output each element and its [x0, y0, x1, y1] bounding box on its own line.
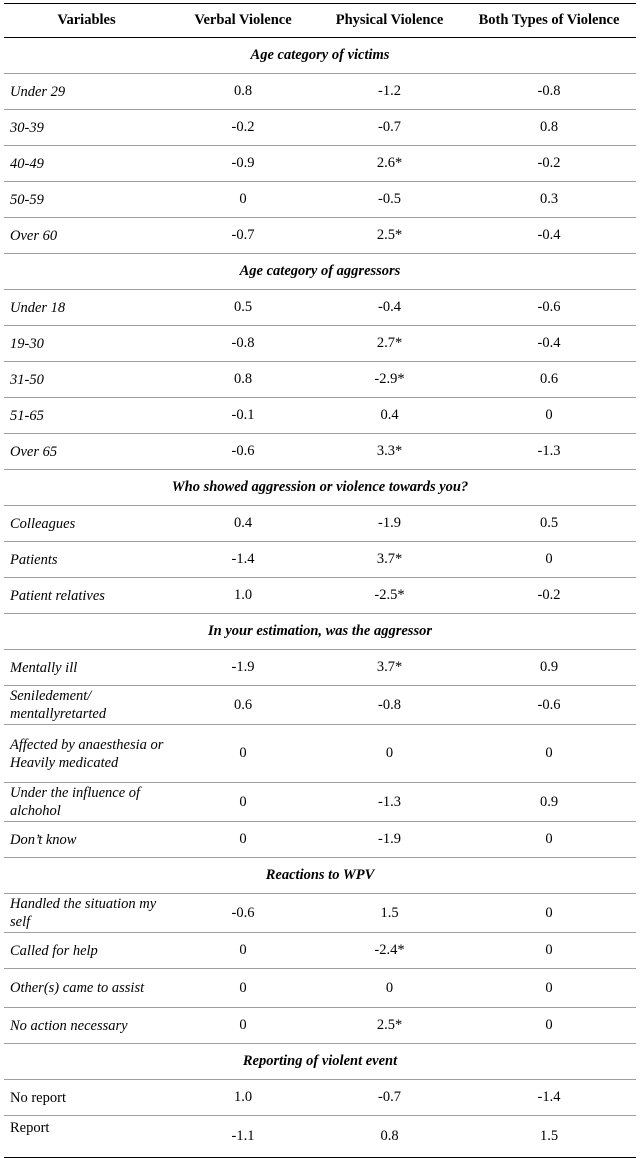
cell-verbal: -0.6: [169, 434, 317, 470]
cell-physical: 3.7*: [317, 542, 462, 578]
table-row: [4, 686, 636, 725]
cell-verbal: 0: [169, 933, 317, 969]
table-row: [4, 725, 636, 783]
row-label: Patients: [4, 542, 169, 578]
row-label: Over 60: [4, 218, 169, 254]
table-row: [4, 290, 636, 326]
table-row: [4, 326, 636, 362]
cell-verbal: 0: [169, 783, 317, 822]
cell-physical: 1.5: [317, 894, 462, 933]
section-row: [4, 254, 636, 290]
cell-physical: -0.7: [317, 110, 462, 146]
cell-verbal: -0.7: [169, 218, 317, 254]
cell-verbal: -0.6: [169, 894, 317, 933]
cell-both: -0.6: [462, 686, 636, 725]
section-row: [4, 858, 636, 894]
cell-physical: -0.8: [317, 686, 462, 725]
cell-both: 0: [462, 822, 636, 858]
cell-both: 0.5: [462, 506, 636, 542]
row-label: Other(s) came to assist: [4, 969, 169, 1008]
cell-both: 0: [462, 725, 636, 783]
section-title: Age category of aggressors: [4, 254, 636, 290]
table-row: [4, 362, 636, 398]
cell-both: 0.8: [462, 110, 636, 146]
row-label: 51-65: [4, 398, 169, 434]
table-row: [4, 969, 636, 1008]
cell-verbal: 0: [169, 969, 317, 1008]
table-row: [4, 110, 636, 146]
table-row: [4, 650, 636, 686]
row-label: No action necessary: [4, 1008, 169, 1044]
cell-physical: 2.7*: [317, 326, 462, 362]
cell-physical: -0.7: [317, 1080, 462, 1116]
cell-both: -0.8: [462, 74, 636, 110]
cell-physical: -2.4*: [317, 933, 462, 969]
table-row: [4, 398, 636, 434]
cell-physical: 2.6*: [317, 146, 462, 182]
table-row: [4, 146, 636, 182]
row-label: 31-50: [4, 362, 169, 398]
header-row: [4, 4, 636, 38]
cell-verbal: -0.1: [169, 398, 317, 434]
table-row: [4, 506, 636, 542]
cell-physical: -1.2: [317, 74, 462, 110]
cell-physical: -1.9: [317, 506, 462, 542]
section-title: Age category of victims: [4, 38, 636, 74]
cell-verbal: -1.1: [169, 1116, 317, 1158]
cell-both: 1.5: [462, 1116, 636, 1158]
cell-verbal: 0: [169, 182, 317, 218]
table-row: [4, 822, 636, 858]
table-row: [4, 578, 636, 614]
row-label: 40-49: [4, 146, 169, 182]
table-row: [4, 74, 636, 110]
header-variables: Variables: [4, 4, 169, 38]
cell-physical: -0.5: [317, 182, 462, 218]
cell-verbal: 0.6: [169, 686, 317, 725]
cell-verbal: 0: [169, 822, 317, 858]
cell-verbal: 0.8: [169, 362, 317, 398]
table-row: [4, 218, 636, 254]
header-both: Both Types of Violence: [462, 4, 636, 38]
cell-verbal: -0.2: [169, 110, 317, 146]
cell-physical: -2.5*: [317, 578, 462, 614]
cell-both: 0: [462, 933, 636, 969]
cell-verbal: -0.8: [169, 326, 317, 362]
table-row: [4, 894, 636, 933]
cell-both: 0.6: [462, 362, 636, 398]
cell-verbal: 0.5: [169, 290, 317, 326]
row-label: Don’t know: [4, 822, 169, 858]
cell-both: 0.9: [462, 650, 636, 686]
cell-both: 0.9: [462, 783, 636, 822]
table-row: [4, 933, 636, 969]
cell-verbal: -0.9: [169, 146, 317, 182]
table-row: [4, 1008, 636, 1044]
section-row: [4, 470, 636, 506]
row-label: No report: [4, 1080, 169, 1116]
table-row: [4, 1116, 636, 1158]
table-row: [4, 542, 636, 578]
cell-verbal: 0.8: [169, 74, 317, 110]
cell-verbal: -1.4: [169, 542, 317, 578]
table-row: [4, 182, 636, 218]
cell-physical: -2.9*: [317, 362, 462, 398]
row-label: Colleagues: [4, 506, 169, 542]
cell-physical: 2.5*: [317, 1008, 462, 1044]
table-row: [4, 1080, 636, 1116]
cell-verbal: 1.0: [169, 1080, 317, 1116]
row-label: Under 29: [4, 74, 169, 110]
cell-physical: 0.4: [317, 398, 462, 434]
cell-physical: -0.4: [317, 290, 462, 326]
cell-physical: -1.9: [317, 822, 462, 858]
cell-both: 0: [462, 542, 636, 578]
cell-verbal: 0.4: [169, 506, 317, 542]
cell-both: -1.3: [462, 434, 636, 470]
row-label: Under the influence of alchohol: [4, 783, 169, 822]
row-label: Under 18: [4, 290, 169, 326]
cell-physical: 0: [317, 969, 462, 1008]
table-row: [4, 434, 636, 470]
section-row: [4, 38, 636, 74]
section-row: [4, 614, 636, 650]
cell-both: -0.4: [462, 218, 636, 254]
row-label: Called for help: [4, 933, 169, 969]
cell-both: -0.4: [462, 326, 636, 362]
header-verbal: Verbal Violence: [169, 4, 317, 38]
section-title: In your estimation, was the aggressor: [4, 614, 636, 650]
row-label: Over 65: [4, 434, 169, 470]
cell-physical: -1.3: [317, 783, 462, 822]
section-title: Reporting of violent event: [4, 1044, 636, 1080]
cell-verbal: 1.0: [169, 578, 317, 614]
section-row: [4, 1044, 636, 1080]
cell-both: 0: [462, 1008, 636, 1044]
cell-physical: 0.8: [317, 1116, 462, 1158]
row-label: 30-39: [4, 110, 169, 146]
cell-both: 0.3: [462, 182, 636, 218]
cell-both: 0: [462, 894, 636, 933]
cell-both: -0.2: [462, 146, 636, 182]
table-row: [4, 783, 636, 822]
cell-physical: 3.7*: [317, 650, 462, 686]
row-label: Handled the situation my self: [4, 894, 169, 933]
cell-physical: 3.3*: [317, 434, 462, 470]
cell-verbal: 0: [169, 725, 317, 783]
row-label: 50-59: [4, 182, 169, 218]
cell-both: 0: [462, 398, 636, 434]
cell-verbal: -1.9: [169, 650, 317, 686]
cell-physical: 2.5*: [317, 218, 462, 254]
cell-verbal: 0: [169, 1008, 317, 1044]
row-label: Mentally ill: [4, 650, 169, 686]
row-label: Report: [4, 1116, 169, 1158]
cell-both: -0.2: [462, 578, 636, 614]
row-label: Patient relatives: [4, 578, 169, 614]
section-title: Who showed aggression or violence towards you?: [4, 470, 636, 506]
header-physical: Physical Violence: [317, 4, 462, 38]
row-label: Seniledement/ mentallyretarted: [4, 686, 169, 725]
cell-both: -0.6: [462, 290, 636, 326]
cell-physical: 0: [317, 725, 462, 783]
cell-both: 0: [462, 969, 636, 1008]
row-label: 19-30: [4, 326, 169, 362]
section-title: Reactions to WPV: [4, 858, 636, 894]
row-label: Affected by anaesthesia or Heavily medicated: [4, 725, 169, 783]
cell-both: -1.4: [462, 1080, 636, 1116]
violence-table: [4, 3, 636, 1158]
